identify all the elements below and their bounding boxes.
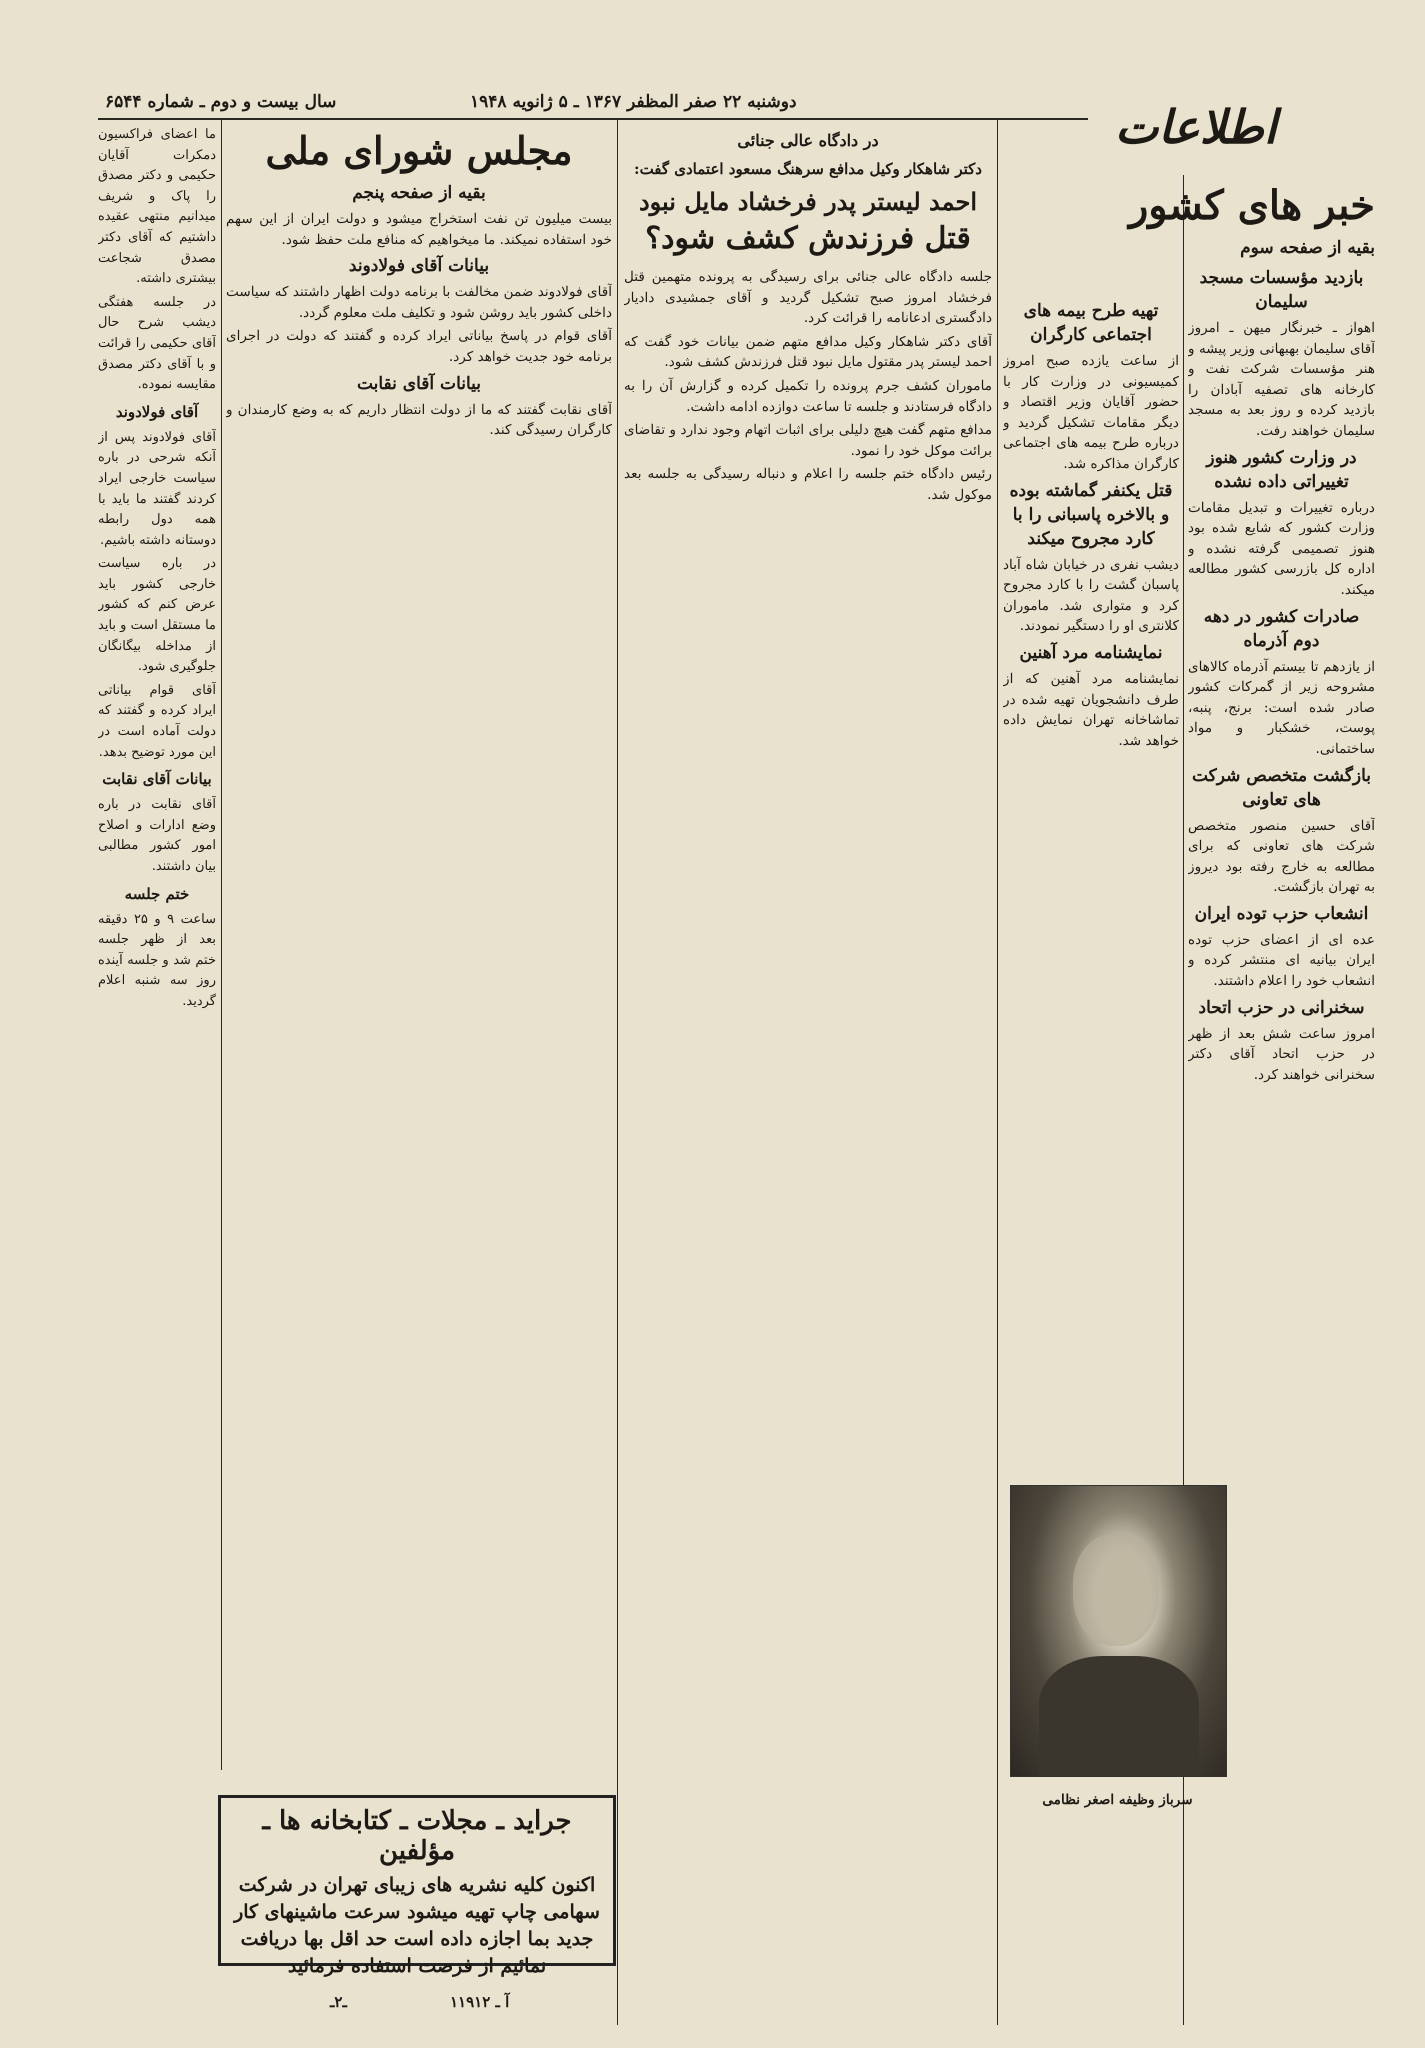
ad-title: جراید ـ مجلات ـ کتابخانه ها ـ مؤلفین [262, 1806, 572, 1866]
paragraph: آقای قوام بیاناتی ایراد کرده و گفتند که دولت آماده است در این مورد توضیح بدهد. [98, 682, 216, 760]
headline: صادرات کشور در دهه دوم آذرماه [1203, 606, 1360, 651]
headline: نمایشنامه مرد آهنین [1019, 642, 1163, 663]
print-code: آ ـ ۱۱۹۱۲ [450, 1993, 510, 2011]
paragraph: آقای فولادوند پس از آنکه شرحی در باره سیاست خارجی ایراد کردند گفتند ما باید با همه دول رابطه دوستانه داشته باشیم. [98, 429, 216, 548]
paragraph: آقای حسین منصور متخصص شرکت های تعاونی که برای مطالعه به خارج رفته بود دیروز به تهران بازگشت. [1188, 817, 1375, 896]
headline: بیانات آقای نقابت [102, 770, 212, 789]
page-number: ـ۲ـ [330, 1993, 347, 2011]
headline: سخنرانی در حزب اتحاد [1198, 997, 1365, 1018]
headline: تهیه طرح بیمه های اجتماعی کارگران [1023, 301, 1159, 345]
paragraph: از ساعت یازده صبح امروز کمیسیونی در وزارت کار با حضور آقایان وزیر اقتصاد و دیگر مقامات تشکیل گردید و درباره طرح بیمه های اجتماعی کارگران مذاکره شد. [1003, 353, 1179, 472]
paragraph: درباره تغییرات و تبدیل مقامات وزارت کشور که شایع شده بود هنوز تصمیمی گرفته نشده و اداره کل بازرسی کشور مطالعه میکند. [1188, 499, 1375, 598]
section-subtitle: بقیه از صفحه سوم [1240, 238, 1375, 258]
article-title: احمد لیستر پدر فرخشاد مایل نبود [638, 187, 978, 216]
section-title: خبر های کشور [1128, 182, 1375, 229]
paragraph: دیشب نفری در خیابان شاه آباد پاسبان گشت را با کارد مجروح کرد و متواری شد. ماموران کلانتری او را دستگیر نمودند. [1003, 556, 1179, 635]
paragraph: مدافع متهم گفت هیچ دلیلی برای اثبات اتهام وجود ندارد و تقاضای برائت موکل خود را نمود. [624, 422, 992, 459]
divider-2 [997, 120, 998, 2025]
column-mid-right [1003, 295, 1179, 1475]
print-shop-advertisement [218, 1795, 616, 1977]
headline: بازدید مؤسسات مسجد سلیمان [1199, 268, 1364, 312]
divider-4 [221, 120, 222, 1770]
paragraph: امروز ساعت شش بعد از ظهر در حزب اتحاد آقای دکتر سخنرانی خواهند کرد. [1188, 1025, 1375, 1083]
paragraph: ما اعضای فراکسیون دمکرات آقایان حکیمی و دکتر مصدق را پاک و شریف میدانیم منتهی عقیده داشتیم که آقای دکتر مصدق شجاعت بیشتری داشته. [98, 127, 216, 287]
paragraph: عده ای از اعضای حزب توده ایران بیانیه ای منتشر کرده و انشعاب خود را اعلام داشتند. [1188, 931, 1375, 990]
photo-caption: سرباز وظیفه اصغر نظامی [1042, 1792, 1193, 1808]
article-title: قتل فرزندش کشف شود؟ [645, 221, 971, 256]
paragraph: در باره سیاست خارجی کشور باید عرض کنم که کشور ما مستقل است و باید از مداخله بیگانگان جلوگیری شود. [98, 556, 216, 675]
paragraph: بیست میلیون تن نفت استخراج میشود و دولت ایران از این سهم خود استفاده نمیکند. ما میخواهیم که منافع ملت حفظ شود. [226, 211, 612, 248]
paragraph: رئیس دادگاه ختم جلسه را اعلام و دنباله رسیدگی به جلسه بعد موکول شد. [624, 466, 992, 503]
headline: بیانات آقای نقابت [356, 373, 482, 394]
headline: بازگشت متخصص شرکت های تعاونی [1191, 765, 1372, 810]
paragraph: آقای قوام در پاسخ بیاناتی ایراد کرده و گفتند که دولت در اجرای برنامه خود جدیت خواهد کرد. [226, 328, 612, 365]
headline: در وزارت کشور هنوز تغییراتی داده نشده [1206, 447, 1357, 492]
divider-3 [617, 120, 618, 2025]
section-subtitle: بقیه از صفحه پنجم [352, 183, 486, 203]
paragraph: در جلسه هفتگی دیشب شرح حال آقای حکیمی را قرائت و با آقای دکتر مصدق مقایسه نموده. [98, 294, 216, 393]
headline: بیانات آقای فولادوند [348, 256, 490, 277]
column-center [624, 125, 992, 2025]
headline: ختم جلسه [124, 884, 190, 903]
portrait-photo [1010, 1485, 1227, 1777]
headline: انشعاب حزب توده ایران [1194, 903, 1369, 924]
paragraph: ساعت ۹ و ۲۵ دقیقه بعد از ظهر جلسه ختم شد و جلسه آینده روز سه شنبه اعلام گردید. [98, 911, 216, 1009]
paragraph: آقای فولادوند ضمن مخالفت با برنامه دولت اظهار داشتند که سیاست داخلی کشور باید روشن شود و تکلیف ملت معلوم گردد. [226, 284, 612, 321]
masthead: اطلاعات [1115, 100, 1277, 154]
paragraph: از یازدهم تا بیستم آذرماه کالاهای مشروحه زیر از گمرکات کشور صادر شده است: برنج، پنبه، پوست، خشکبار و مواد ساختمانی. [1188, 658, 1375, 757]
issue-number: سال بیست و دوم ـ شماره ۶۵۴۴ [105, 92, 337, 112]
paragraph: آقای نقابت در باره وضع ادارات و اصلاح امور کشور مطالبی بیان داشتند. [98, 797, 216, 874]
kicker: در دادگاه عالی جنائی [737, 131, 879, 150]
deck: دکتر شاهکار وکیل مدافع سرهنگ مسعود اعتمادی گفت: [634, 160, 982, 178]
headline: قتل یکنفر گماشته بوده و بالاخره پاسبانی را با کارد مجروح میکند [1009, 480, 1173, 549]
headline: آقای فولادوند [115, 402, 199, 421]
column-parliament [226, 125, 612, 1785]
header-rule [98, 118, 1088, 120]
paragraph: آقای دکتر شاهکار وکیل مدافع متهم ضمن بیانات خود گفت که احمد لیستر پدر مقتول مایل نبود قتل فرزندش کشف شود. [624, 333, 992, 371]
paragraph: آقای نقابت گفتند که ما از دولت انتظار داریم که به وضع کارمندان و کارگران رسیدگی کند. [226, 401, 612, 439]
ad-body: اکنون کلیه نشریه های زیبای تهران در شرکت سهامی چاپ تهیه میشود سرعت ماشینهای کار جدید بما اجازه داده است حد اقل بها دریافت نمائیم از فرصت استفاده فرمائید [234, 1874, 600, 1977]
paragraph: ماموران کشف جرم پرونده را تکمیل کرده و گزارش آن را به دادگاه فرستادند و جلسه تا ساعت دوازده ادامه داشت. [624, 377, 992, 415]
column-far-left [98, 125, 216, 2030]
issue-date: دوشنبه ۲۲ صفر المظفر ۱۳۶۷ ـ ۵ ژانویه ۱۹۴۸ [470, 92, 797, 112]
paragraph: اهواز ـ خبرنگار میهن ـ امروز آقای سلیمان بهبهانی وزیر پیشه و هنر مؤسسات شرکت نفت و کارخانه های تصفیه آبادان را بازدید کرده و روز بعد به مسجد سلیمان خواهند رفت. [1188, 320, 1375, 439]
section-title: مجلس شورای ملی [265, 128, 573, 173]
paragraph: نمایشنامه مرد آهنین که از طرف دانشجویان تهیه شده در تماشاخانه تهران نمایش داده خواهد شد. [1003, 670, 1179, 749]
paragraph: جلسه دادگاه عالی جنائی برای رسیدگی به پرونده متهمین قتل فرخشاد امروز صبح تشکیل گردید و آقای جمشیدی دادیار دادگستری ادعانامه را قرائت کرد. [624, 269, 992, 327]
